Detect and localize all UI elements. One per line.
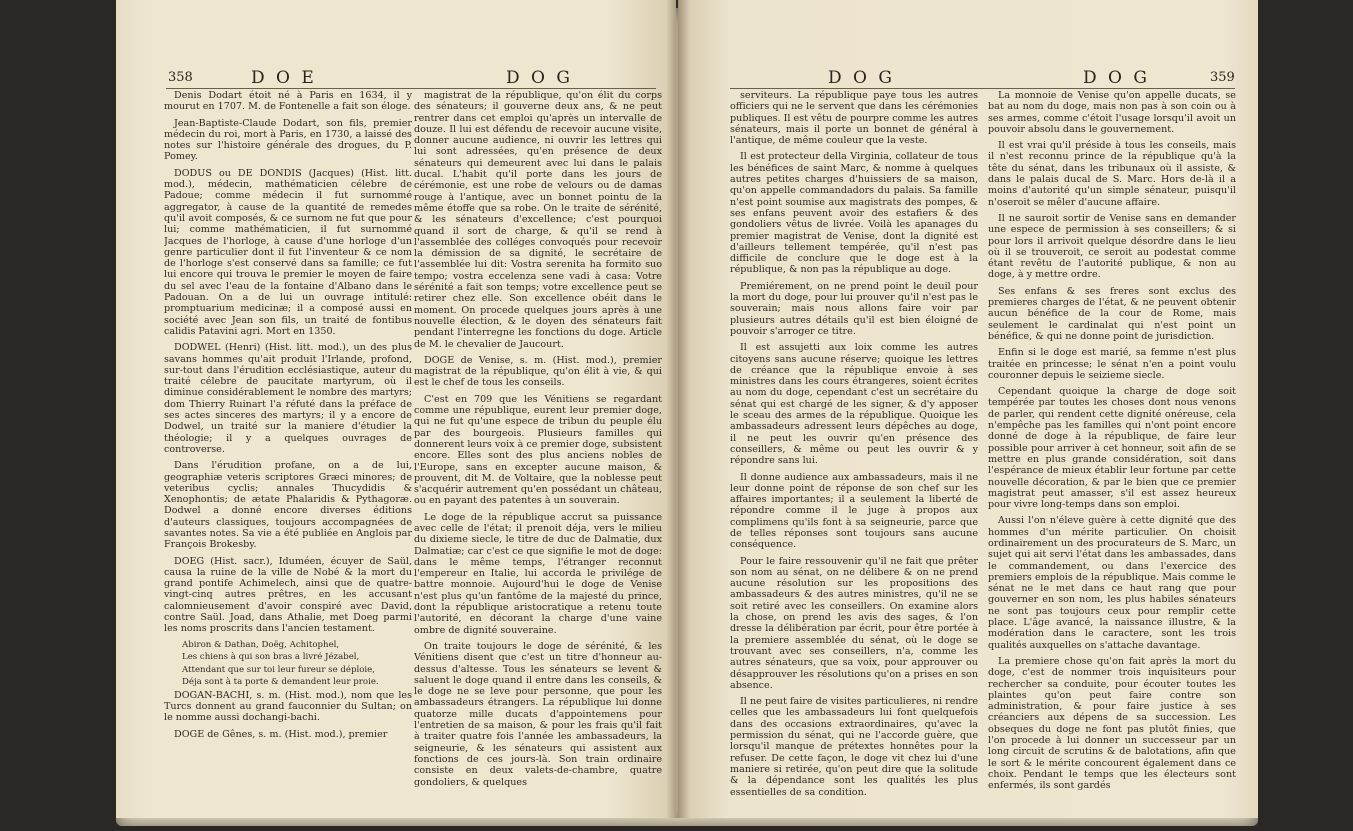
paragraph: Les chiens à qui son bras a livré Jézabel, (182, 652, 360, 663)
paragraph: C'est en 709 que les Vénitiens se regardant comme une république, eurent leur premier doge, qui ne fut qu'une espece de tribun du peuple élu par des bourgeois. Plusieurs familles qui donnerent leurs voix à ce premier doge, subsistent encore. Elles sont des plus anciens nobles de l'Europe, sans en excepter aucune maison, & prouvent, dit M. de Voltaire, que la noblesse peut s'acquérir autrement qu'en possédant un château, ou en payant des patentes à un souverain. (414, 393, 662, 507)
text-column-2 (988, 90, 1236, 815)
paragraph: DODWEL (Henri) (Hist. litt. mod.), un des plus savans hommes qu'ait produit l'Irlande, profond, sur-tout dans l'érudition ecclésiastique, auteur du traité célebre de paucitate martyrum, où il diminue considérablement le nombre des martyrs; dom Thierry Ruinart l'a réfuté dans la préface de ses actes sinceres des martyrs; il y a encore de Dodwel, un traité sur la maniere d'étudier la théologie; il y a quelques ouvrages de controverse. (164, 342, 412, 455)
paragraph: La monnoie de Venise qu'on appelle ducats, se bat au nom du doge, mais non pas à son coin ou à ses armes, comme c'étoit l'usage lorsqu'il avoit un pouvoir absolu dans le gouvernement. (988, 90, 1236, 135)
left-page (116, 0, 676, 818)
paragraph: Jean-Baptiste-Claude Dodart, son fils, premier médecin du roi, mort à Paris, en 1730, a laissé des notes sur l'histoire générale des drogues, du P. Pomey. (164, 117, 412, 163)
running-head-right: D O G (506, 68, 573, 88)
running-head-left: D O G (828, 68, 895, 88)
paragraph: On traite toujours le doge de sérénité, & les Vénitiens disent que c'est un titre d'honneur au-dessus d'altesse. Tous les sénateurs se levent & saluent le doge quand il entre dans les conseils, & le doge ne se leve pour personne, que pour les ambassadeurs étrangers. La république lui donne quatorze mille ducats d'appointemens pour l'entretien de sa maison, & pour les frais qu'il fait à traiter quatre fois l'année les ambassadeurs, la seigneurie, & les sénateurs qui assistent aux fonctions de ces jours-là. Son train ordinaire consiste en deux valets-de-chambre, quatre gondoliers, & quelques (414, 640, 662, 788)
paragraph: DOGE de Gênes, s. m. (Hist. mod.), premier (174, 728, 388, 740)
paragraph: Il donne audience aux ambassadeurs, mais il ne leur donne point de réponse de son chef sur les affaires importantes; il a seulement la liberté de répondre comme il le juge à propos aux complimens qu'ils font à sa seigneurie, parce que de telles réponses sont toujours sans aucune conséquence. (730, 471, 978, 551)
paragraph: Déja sont à ta porte & demandent leur proie. (182, 677, 379, 688)
paragraph: Attendant que sur toi leur fureur se déploie, (182, 664, 375, 675)
paragraph: DODUS ou DE DONDIS (Jacques) (Hist. litt. mod.), médecin, mathématicien célebre de Padoue; comme médecin il fut surnommé aggregator, à cause de la quantité de remedes qu'il avoit composés, & ce surnom ne fut que pour lui; comme mathématicien, il fut surnommé Jacques de l'horloge, à cause d'une horloge d'un genre particulier dont il fut l'inventeur & ce nom de l'horloge s'est conservé dans sa famille; ce fut lui encore qui trouva le premier le moyen de faire du sel avec l'eau de la fontaine d'Albano dans le Padouan. On a de lui un ouvrage intitulé: promptuarium medicinæ; il a composé aussi en société avec Jean son fils, un traité de fontibus calidis Patavini agri. Mort en 1350. (164, 167, 412, 337)
header-rule (730, 88, 1235, 89)
paragraph: Le doge de la république accrut sa puissance avec celle de l'état; il prenoit déja, vers le milieu du dixieme siecle, le titre de duc de Dalmatie, dux Dalmatiæ; car c'est ce que signifie le mot de doge: dans le même temps, l'étranger reconnut l'empereur en Italie, lui accorda le privilége de battre monnoie. Aujourd'hui le doge de Venise n'est plus qu'un fantôme de la majesté du prince, dont la république aristocratique a retenu toute l'autorité, en décorant la charge d'une vaine ombre de dignité souveraine. (414, 511, 662, 636)
right-page (678, 0, 1258, 818)
paragraph: Cependant quoique la charge de doge soit tempérée par toutes les choses dont nous venons de parler, qui rendent cette dignité onéreuse, cela n'empêche pas les familles qui n'ont point encore donné de doge à la république, de faire leur possible pour arriver à cet honneur, soit afin de se mettre en plus grande considération, soit dans l'espérance de mieux établir leur fortune par cette nouvelle décoration, & par le bien que ce premier magistrat peut amasser, s'il est assez heureux pour vivre long-temps dans son emploi. (988, 386, 1236, 511)
paragraph: Premiérement, on ne prend point le deuil pour la mort du doge, pour lui prouver qu'il n'est pas le souverain; mais nous allons faire voir par plusieurs autres détails qu'il est bien éloigné de pouvoir s'arroger ce titre. (730, 280, 978, 337)
paragraph: DOEG (Hist. sacr.), Iduméen, écuyer de Saül, causa la ruine de la ville de Nobé & la mort du grand pontife Achimelech, ainsi que de quatre-vingt-cinq autres prêtres, en les accusant calomnieusement d'avoir conspiré avec David, contre Saül. Joad, dans Athalie, met Doeg parmi les noms proscrits dans l'ancien testament. (164, 555, 412, 635)
paragraph: Denis Dodart étoit né à Paris en 1634, il y mourut en 1707. M. de Fontenelle a fait son éloge. (164, 90, 412, 113)
paragraph: Abiron & Dathan, Doëg, Achitophel, (182, 639, 340, 650)
page-number: 358 (168, 70, 193, 85)
paragraph: Enfin si le doge est marié, sa femme n'est plus traitée en princesse; le sénat n'en a point voulu couronner depuis le seizieme siecle. (988, 347, 1236, 381)
paragraph: Il ne peut faire de visites particulieres, ni rendre celles que les ambassadeurs lui font quelquefois dans des occasions extraordinaires, qu'avec la permission du sénat, qui ne l'accorde guère, que lorsqu'il manque de prétextes honnêtes pour la refuser. De cette façon, le doge vit chez lui d'une maniere si retirée, qu'on peut dire que la solitude & la dépendance sont les qualités les plus essentielles de sa condition. (730, 696, 978, 798)
paragraph: Pour le faire ressouvenir qu'il ne fait que prêter son nom au sénat, on ne délibere & on ne prend aucune résolution sur les propositions des ambassadeurs & des autres ministres, qu'il ne se soit retiré avec les conseillers. On examine alors la chose, on prend les avis des sages, & l'on dresse la délibération par écrit, pour être portée à la premiere assemblée du sénat, où le doge se trouvant avec ses conseillers, n'a, comme les autres sénateurs, que sa voix, pour approuver ou désapprouver les résolutions qu'on a prises en son absence. (730, 555, 978, 691)
paragraph: DOGAN-BACHI, s. m. (Hist. mod.), nom que les Turcs donnent au grand fauconnier du Sultan; on le nomme aussi dochangi-bachi. (164, 689, 412, 724)
paragraph: Dans l'érudition profane, on a de lui, geographiæ veteris scriptores Græci minores; de veteribus cyclis; annales Thucydidis & Xenophontis; de ætate Phalaridis & Pythagoræ. Dodwel a donné encore diverses éditions d'auteurs classiques, toujours accompagnées de savantes notes. Sa vie a été publiée en Anglois par François Brokesby. (164, 460, 412, 551)
paragraph: magistrat de la république, qu'on élit du corps des sénateurs; il gouverne deux ans, & ne peut rentrer dans cet emploi qu'après un intervalle de douze. Il lui est défendu de recevoir aucune visite, donner aucune audience, ni ouvrir les lettres qui lui sont adressées, qu'en présence de deux sénateurs qui demeurent avec lui dans le palais ducal. L'habit qu'il porte dans les jours de cérémonie, est une robe de velours ou de damas rouge à l'antique, avec un bonnet pointu de la même étoffe que sa robe. On le traite de sérénité, & les sénateurs d'excellence; c'est pourquoi quand il sort de charge, & qu'il se rend à l'assemblée des colléges convoqués pour recevoir la démission de sa dignité, le secrétaire de l'assemblée lui dit: Vostra serenita ha formito suo tempo; vostra eccelenza sene vadi à casa: Votre sérénité a fait son temps; votre excellence peut se retirer chez elle. Son excellence obéit dans le moment. On procede quelques jours après à une nouvelle élection, & le doyen des sénateurs fait pendant l'interregne les fonctions du doge. Article de M. le chevalier de Jaucourt. (414, 90, 662, 350)
running-head-left: D O E (251, 68, 317, 88)
paragraph: Il est assujetti aux loix comme les autres citoyens sans aucune réserve; quoique les lettres de créance que la république envoie à ses ministres dans les cours étrangeres, soient écrites au nom du doge, cependant c'est un secrétaire du sénat qui est chargé de les signer, & d'y apposer le sceau des armes de la république. Quoique les ambassadeurs adressent leurs dépêches au doge, il ne peut les ouvrir qu'en présence des conseillers, & même ou peut les ouvrir & y répondre sans lui. (730, 342, 978, 467)
paragraph: Aussi l'on n'éleve guère à cette dignité que des hommes d'un mérite particulier. On choisit ordinairement un des procurateurs de S. Marc, un sujet qui ait servi l'état dans les ambassades, dans le commandement, ou dans l'exercice des premiers emplois de la république. Mais comme le sénat ne le met dans ce haut rang que pour gouverner en son nom, les plus habiles sénateurs ne sont pas toujours ceux pour remplir cette place. L'âge avancé, la naissance illustre, & la modération dans le caractere, sont les trois qualités auxquelles on s'attache davantage. (988, 515, 1236, 651)
paragraph: Il est vrai qu'il préside à tous les conseils, mais il n'est reconnu prince de la république qu'à la tête du sénat, dans les tribunaux où il assiste, & dans le palais ducal de S. Marc. Hors de-là il a moins d'autorité qu'un simple sénateur, puisqu'il n'oseroit se mêler d'aucune affaire. (988, 140, 1236, 208)
paragraph: Il est protecteur della Virginia, collateur de tous les bénéfices de saint Marc, & nomme à quelques autres petites charges d'huissiers de sa maison, qu'on appelle commandadors du palais. Sa famille n'est point soumise aux magistrats des pompes, & ses enfans peuvent avoir des estafiers & des gondoliers vêtus de livrée. Voilà les apanages du premier magistrat de Venise, dont la dignité est d'ailleurs tellement tempérée, qu'il n'est pas difficile de conclure que le doge est à la république, & non pas la république au doge. (730, 151, 978, 276)
paragraph: Ses enfans & ses freres sont exclus des premieres charges de l'état, & ne peuvent obtenir aucun bénéfice de la cour de Rome, mais seulement le cardinalat qui n'est point un bénéfice, & qui ne donne point de jurisdiction. (988, 285, 1236, 342)
paragraph: DOGE de Venise, s. m. (Hist. mod.), premier magistrat de la république, qu'on élit à vie, & qui est le chef de tous les conseils. (414, 354, 662, 389)
running-head-right: D O G (1083, 68, 1150, 88)
paragraph: La premiere chose qu'on fait après la mort du doge, c'est de nommer trois inquisiteurs pour rechercher sa conduite, pour écouter toutes les plaintes qu'on peut faire contre son administration, & pour faire justice à ses créanciers aux dépens de sa succession. Les obseques du doge ne font pas plutôt finies, que l'on procede à lui donner un successeur par un long circuit de scrutins & de balotations, afin que le sort & le mérite concourent également dans ce choix. Pendant le temps que les électeurs sont enfermés, ils sont gardés (988, 655, 1236, 792)
book-gutter (666, 0, 690, 818)
paragraph: serviteurs. La république paye tous les autres officiers qui ne le servent que dans les cérémonies publiques. Il est vêtu de pourpre comme les autres sénateurs, mais il porte un bonnet de général à l'antique, de même couleur que la veste. (730, 90, 978, 147)
text-column-1 (164, 90, 412, 815)
paragraph: Il ne sauroit sortir de Venise sans en demander une espece de permission à ses conseillers; & si pour lors il arrivoit quelque désordre dans le lieu où il se trouveroit, ce seroit au podestat comme étant revêtu de l'autorité publique, & non au doge, à y mettre ordre. (988, 212, 1236, 281)
header-rule (166, 88, 656, 89)
text-column-2 (414, 90, 662, 815)
text-column-1 (730, 90, 978, 815)
page-number: 359 (1210, 70, 1235, 85)
